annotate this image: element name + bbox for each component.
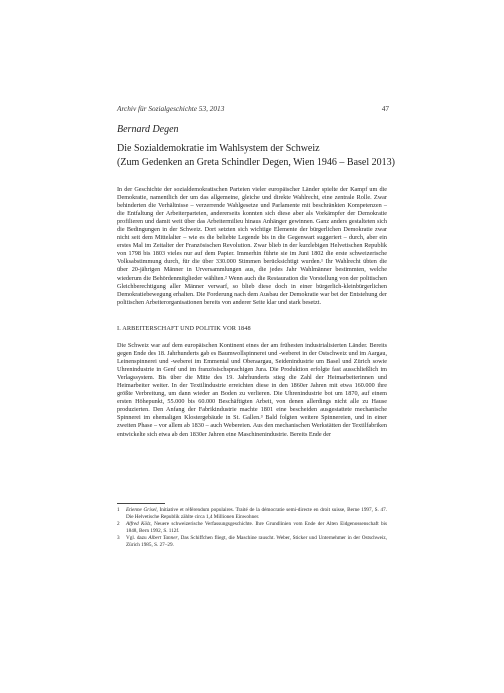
footnotes	[117, 507, 387, 549]
footnote-number: 1	[117, 507, 120, 513]
footnote-author: Etienne Grisel	[126, 507, 157, 513]
footnote-author: Alfred Kölz	[126, 521, 151, 527]
section-paragraph: Die Schweiz war auf dem europäischen Kontinent eines der am frühesten industrialisierten Länder. Bereits gegen Ende des 18. Jahrhunderts gab es Baumwollspinnerei und -weberei in der Ostschweiz und im Aargau, Leinenspinnerei und -weberei im Emmental und Oberaargau, Seidenindustrie um Basel und Zürich sowie Uhrenindustrie in Genf und im französischsprachigen Jura. Die Produktion erfolgte fast ausschließlich im Verlagssystem. Bis über die Mitte des 19. Jahrhunderts stieg die Zahl der Heimarbeiterinnen und Heimarbeiter weiter. In der Textilindustrie erreichten diese in den 1860er Jahren mit etwa 160.000 ihre größte Verbreitung, um dann wieder an Boden zu verlieren. Die Uhrenindustrie bot um 1870, auf einem ersten Höhepunkt, 55.000 bis 60.000 Beschäftigten Arbeit, von denen allerdings nicht alle zu Hause produzierten. Den Anfang der Fabrikindustrie machte 1801 eine bescheiden ausgestattete mechanische Spinnerei im ehemaligen Klostergebäude in St. Gallen.³ Bald folgten weitere Spinnereien, und in einer zweiten Phase – vor allem ab 1830 – auch Webereien. Aus den mechanischen Werkstätten der Textilfabriken entwickelte sich etwa ab den 1830er Jahren eine Maschinenindustrie. Bereits Ende der	[117, 342, 387, 438]
running-title: Archiv für Sozialgeschichte 53, 2013	[117, 104, 225, 113]
article-subtitle: (Zum Gedenken an Greta Schindler Degen, Wien 1946 – Basel 2013)	[117, 157, 395, 168]
page-number: 47	[381, 104, 389, 113]
footnote-number: 2	[117, 521, 120, 527]
footnote-prefix: Vgl. dazu	[126, 535, 149, 541]
footnote	[117, 507, 387, 521]
intro-paragraph: In der Geschichte der sozialdemokratischen Parteien vieler europäischer Länder spielte der Kampf um die Demokratie, namentlich der um das allgemeine, gleiche und direkte Wahlrecht, eine zentrale Rolle. Zwar behinderten die Verhältnisse – verzerrende Wahlgesetze und Parlamente mit beschränkten Kompetenzen – die Entfaltung der Arbeiterparteien, andererseits konnten sich diese aber als Vorkämpfer der Demokratie profilieren und damit weit über das Arbeitermilieu hinaus Anhänger gewinnen. Ganz anders gestalteten sich die Bedingungen in der Schweiz. Dort setzten sich wichtige Elemente der bürgerlichen Demokratie zwar nicht seit dem Mittelalter – wie es die beliebte Legende bis in die Gegenwart suggeriert – durch, aber ein erstes Mal im Zeitalter der Französischen Revolution. Zwar blieb in der kurzlebigen Helvetischen Republik von 1798 bis 1803 vieles nur auf dem Papier. Immerhin führte sie im Juni 1802 die erste schweizerische Volksabstimmung durch, für die über 330.000 Stimmen berücksichtigt wurden.¹ Ihr Wahlrecht übten die über 20-jährigen Männer in Urversammlungen aus, die jedes Jahr Wahlmänner bestimmten, welche wiederum die Behördenmitglieder wählten.² Wenn auch die Restauration die Vorstellung von der politischen Gleichberechtigung aller Männer verwarf, so blieb diese doch in einer bürgerlich-kleinbürgerlichen Demokratiebewegung erhalten. Die Forderung nach dem Ausbau der Demokratie war bei der Entstehung der politischen Arbeiterorganisationen bereits von anderer Seite klar und stark besetzt.	[117, 186, 387, 306]
footnote-text	[126, 507, 387, 521]
footnote-text	[126, 535, 387, 549]
footnote-body: , Initiative et référendum populaires. Traité de la démocratie semi-directe en droit suisse, Berne 1997, S. 47. Die Helvetische Republik zählte circa 1,4 Millionen Einwohner.	[126, 507, 387, 520]
footnote-body: , Neuere schweizerische Verfassungsgeschichte. Ihre Grundlinien vom Ende der Alten Eidgenossenschaft bis 1848, Bern 1992, S. 112f.	[126, 521, 387, 534]
article-author: Bernard Degen	[117, 124, 179, 135]
footnote-divider	[117, 503, 165, 504]
section-heading: I. ARBEITERSCHAFT UND POLITIK VOR 1848	[117, 325, 251, 332]
footnote-author: Albert Tanner	[148, 535, 178, 541]
footnote	[117, 521, 387, 535]
footnote-number: 3	[117, 535, 120, 541]
footnote	[117, 535, 387, 549]
footnote-text	[126, 521, 387, 535]
article-title: Die Sozialdemokratie im Wahlsystem der Schweiz	[117, 143, 320, 154]
footnote-body: , Das Schiffchen fliegt, die Maschine rauscht. Weber, Sticker und Unternehmer in der Ostschweiz, Zürich 1985, S. 27–29.	[126, 535, 387, 548]
